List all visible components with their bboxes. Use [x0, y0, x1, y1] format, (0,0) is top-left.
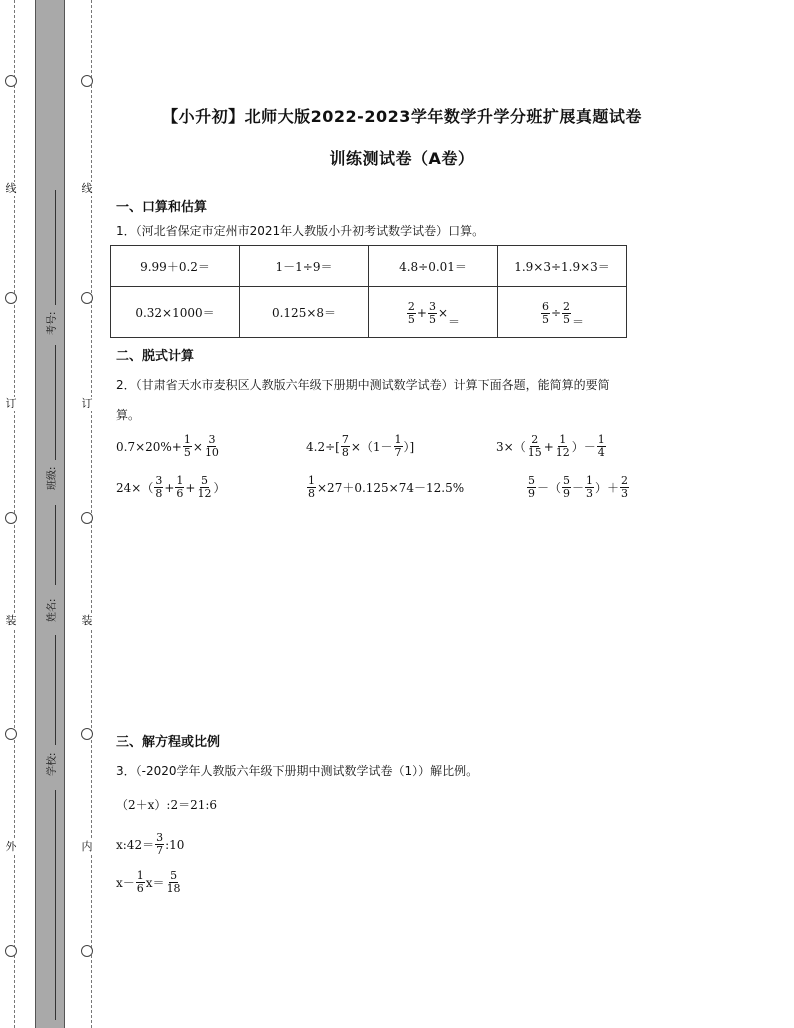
margin-char-ding: 订	[5, 397, 17, 410]
section-heading-1: 一、口算和估算	[116, 200, 208, 215]
mental-math-table	[110, 245, 627, 338]
exam-number-label: 考号:	[47, 311, 58, 335]
question-2-prompt-cont: 算。	[116, 408, 141, 422]
equation-3: x－ $\frac{1}{6}$ x＝ $\frac{5}{18}$	[116, 869, 181, 895]
expression-2: 4.2÷[ $\frac{7}{8}$ ×（1－ $\frac{1}{7}$ ）]	[306, 433, 415, 459]
expression-5: $\frac{1}{8}$ ×27＋0.125×74－12.5%	[308, 474, 465, 500]
page-title: 【小升初】北师大版2022-2023学年数学升学分班扩展真题试卷	[162, 107, 642, 126]
expression-1: 0.7×20%+ $\frac{1}{5}$ × $\frac{3}{10}$	[116, 433, 219, 459]
table-cell: 0.125×8＝	[240, 287, 369, 338]
class-label: 班级:	[47, 466, 58, 490]
table-cell: $\frac{2}{5}$ + $\frac{3}{5}$ × ＝	[369, 287, 498, 338]
binding-hole-icon	[81, 728, 93, 740]
fraction: $\frac{2}{5}$	[563, 299, 571, 326]
fraction: $\frac{2}{5}$	[407, 299, 415, 326]
margin-char-nei: 内	[81, 840, 93, 853]
expression-6: $\frac{5}{9}$ －（ $\frac{5}{9}$ － $\frac{1}{3}$ ）＋ $\frac{2}{3}$	[528, 474, 629, 500]
binding-hole-icon	[5, 75, 17, 87]
name-blank[interactable]	[55, 505, 56, 585]
margin-char-zhuang: 装	[81, 614, 93, 627]
table-cell: 0.32×1000＝	[111, 287, 240, 338]
question-2-prompt: 2．（甘肃省天水市麦积区人教版六年级下册期中测试数学试卷）计算下面各题，能简算的要简	[116, 378, 610, 392]
margin-char-xian: 线	[5, 182, 17, 195]
binding-hole-icon	[5, 728, 17, 740]
binding-hole-icon	[5, 945, 17, 957]
section-heading-2: 二、脱式计算	[116, 349, 195, 364]
school-blank[interactable]	[55, 635, 56, 745]
section-heading-3: 三、解方程或比例	[116, 735, 221, 750]
binding-hole-icon	[5, 292, 17, 304]
question-1-prompt: 1．（河北省保定市定州市2021年人教版小升初考试数学试卷）口算。	[116, 224, 485, 238]
class-blank[interactable]	[55, 345, 56, 460]
table-cell: 1.9×3÷1.9×3＝	[498, 246, 627, 287]
expression-3: 3×（ $\frac{2}{15}$ + $\frac{1}{12}$ ）－ $\frac{1}{4}$	[496, 433, 605, 459]
fraction: $\frac{3}{5}$	[428, 299, 436, 326]
expression-4: 24×（ $\frac{3}{8}$ + $\frac{1}{6}$ + $\frac{5}{12}$ ）	[116, 474, 226, 500]
binding-hole-icon	[81, 292, 93, 304]
name-label: 姓名:	[47, 598, 58, 622]
school-label: 学校:	[47, 752, 58, 776]
margin-bottom-line	[55, 790, 56, 1020]
binding-hole-icon	[81, 512, 93, 524]
margin-char-zhuang: 装	[5, 614, 17, 627]
binding-margin-bar	[35, 0, 65, 1028]
question-3-prompt: 3．（-2020学年人教版六年级下册期中测试数学试卷（1））解比例。	[116, 764, 479, 778]
proportion-1: （2＋x）:2＝21:6	[116, 798, 218, 812]
margin-char-xian: 线	[81, 182, 93, 195]
table-cell: $\frac{6}{5}$ ÷ $\frac{2}{5}$ ＝	[498, 287, 627, 338]
fraction: $\frac{6}{5}$	[541, 299, 549, 326]
binding-hole-icon	[5, 512, 17, 524]
binding-hole-icon	[81, 75, 93, 87]
table-cell: 4.8÷0.01＝	[369, 246, 498, 287]
table-cell: 9.99＋0.2＝	[111, 246, 240, 287]
proportion-2: x:42＝ $\frac{3}{7}$ :10	[116, 831, 185, 857]
page-subtitle: 训练测试卷（A卷）	[329, 149, 475, 168]
binding-hole-icon	[81, 945, 93, 957]
margin-char-wai: 外	[5, 840, 17, 853]
exam-number-blank[interactable]	[55, 190, 56, 305]
margin-char-ding: 订	[81, 397, 93, 410]
table-cell: 1－1÷9＝	[240, 246, 369, 287]
